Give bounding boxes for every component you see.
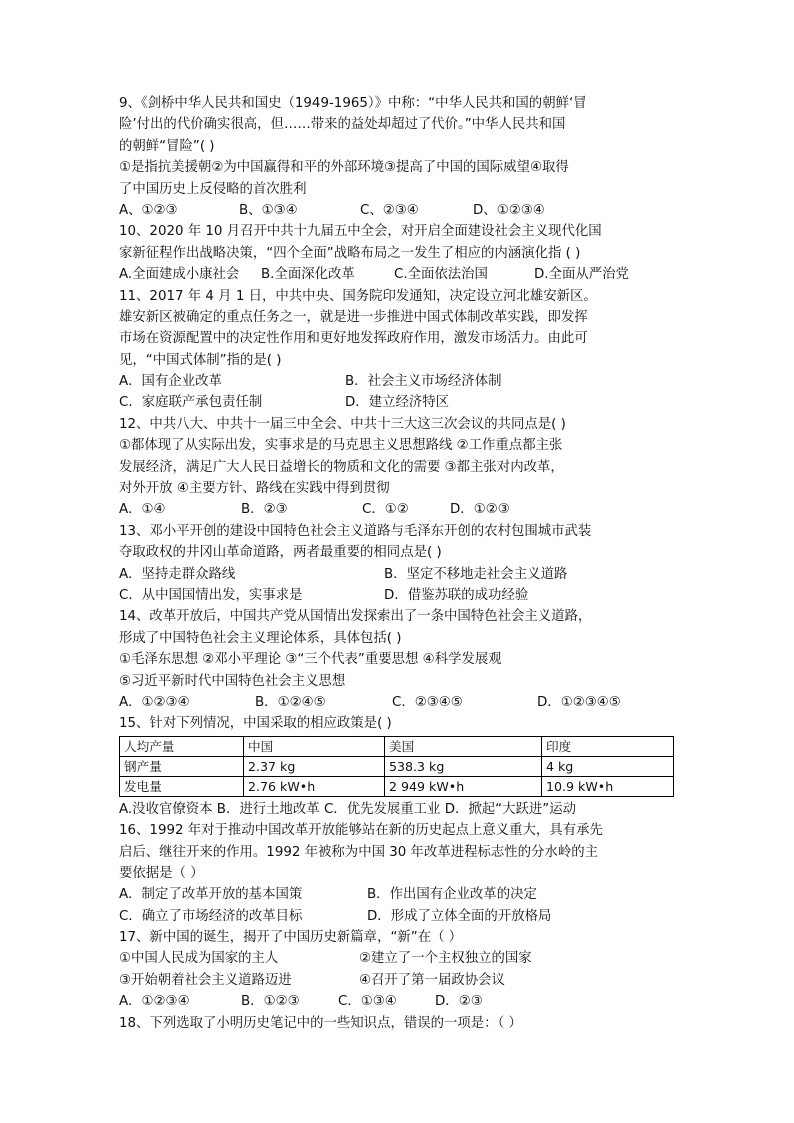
production-table bbox=[119, 736, 674, 797]
answer-options bbox=[119, 991, 674, 1012]
question-text-line: ①毛泽东思想 ②邓小平理论 ③“三个代表”重要思想 ④科学发展观 bbox=[119, 652, 502, 668]
question-text-line: 17、新中国的诞生，揭开了中国历史新篇章，“新”在（ ） bbox=[119, 930, 463, 946]
answer-options bbox=[119, 585, 674, 606]
answer-options bbox=[119, 906, 674, 927]
question-text-line: 10、2020 年 10 月召开中共十九届五中全会，对开启全面建设社会主义现代化国 bbox=[119, 224, 602, 240]
table-row bbox=[120, 756, 674, 776]
option-a: A．制定了改革开放的基本国策 bbox=[119, 887, 303, 903]
question-14 bbox=[119, 606, 674, 713]
option-b: B．社会主义市场经济体制 bbox=[345, 374, 502, 390]
table-cell: 钢产量 bbox=[120, 756, 244, 776]
option-c: C．家庭联产承包责任制 bbox=[119, 395, 263, 411]
statement-options bbox=[119, 948, 674, 969]
table-header-cell: 印度 bbox=[542, 736, 674, 756]
question-text-line: 12、中共八大、中共十一届三中全会、中共十三大这三次会议的共同点是( ) bbox=[119, 416, 566, 432]
table-cell: 2.76 kW•h bbox=[244, 776, 385, 796]
table-row bbox=[120, 776, 674, 796]
table-cell: 2.37 kg bbox=[244, 756, 385, 776]
table-header-cell: 人均产量 bbox=[120, 736, 244, 756]
answer-options bbox=[119, 392, 674, 413]
question-text-line: 15、针对下列情况，中国采取的相应政策是( ) bbox=[119, 716, 392, 732]
option-c: C、②③④ bbox=[360, 202, 419, 218]
question-17 bbox=[119, 927, 674, 1013]
option-d: D．②③ bbox=[435, 994, 483, 1010]
option-a: A.全面建成小康社会 bbox=[119, 267, 240, 283]
table-header-row bbox=[120, 736, 674, 756]
option-a: A．①④ bbox=[119, 502, 166, 518]
exam-page bbox=[119, 93, 674, 1034]
option-c: C．①② bbox=[362, 502, 409, 518]
question-text-line: 见，“中国式体制”指的是( ) bbox=[119, 352, 282, 368]
statement-3: ③开始朝着社会主义道路迈进 bbox=[119, 972, 292, 988]
question-text-line: 险’付出的代价确实很高，但……带来的益处却超过了代价。”中华人民共和国 bbox=[119, 117, 566, 133]
answer-options bbox=[119, 884, 674, 905]
option-a: A、①②③ bbox=[119, 202, 178, 218]
table-cell: 538.3 kg bbox=[385, 756, 542, 776]
option-b: B．作出国有企业改革的决定 bbox=[367, 887, 537, 903]
answer-options: A.没收官僚资本 B．进行土地改革 C．优先发展重工业 D．掀起“大跃进”运动 bbox=[119, 801, 576, 817]
answer-options bbox=[119, 564, 674, 585]
option-a: A．坚持走群众路线 bbox=[119, 566, 236, 582]
option-b: B．坚定不移地走社会主义道路 bbox=[384, 566, 568, 582]
question-10 bbox=[119, 221, 674, 285]
question-12 bbox=[119, 414, 674, 521]
table-cell: 2 949 kW•h bbox=[385, 776, 542, 796]
statement-1: ①中国人民成为国家的主人 bbox=[119, 951, 279, 967]
option-b: B、①③④ bbox=[239, 202, 298, 218]
question-text-line: 发展经济，满足广大人民日益增长的物质和文化的需要 ③都主张对内改革， bbox=[119, 459, 564, 475]
question-text-line: 14、改革开放后，中国共产党从国情出发探索出了一条中国特色社会主义道路， bbox=[119, 609, 592, 625]
option-c: C．②③④⑤ bbox=[392, 694, 463, 710]
option-b: B．②③ bbox=[241, 502, 288, 518]
question-text-line: 夺取政权的井冈山革命道路，两者最重要的相同点是( ) bbox=[119, 545, 442, 561]
question-text-line: 18、下列选取了小明历史笔记中的一些知识点，错误的一项是：（ ） bbox=[119, 1015, 522, 1031]
question-text-line: 的朝鲜“冒险”( ) bbox=[119, 138, 215, 154]
table-cell: 10.9 kW•h bbox=[542, 776, 674, 796]
question-text-line: 启后、继往开来的作用。1992 年被称为中国 30 年改革进程标志性的分水岭的主 bbox=[119, 844, 598, 860]
statement-2: ②建立了一个主权独立的国家 bbox=[359, 951, 532, 967]
question-text-line: 家新征程作出战略决策，“四个全面”战略布局之一发生了相应的内涵演化指 ( ) bbox=[119, 245, 581, 261]
question-16 bbox=[119, 820, 674, 927]
answer-options bbox=[119, 264, 674, 285]
option-d: D.全面从严治党 bbox=[534, 267, 629, 283]
option-d: D．①②③ bbox=[450, 502, 510, 518]
statement-options bbox=[119, 970, 674, 991]
question-text-line: 要依据是（ ） bbox=[119, 865, 204, 881]
option-b: B．①②④⑤ bbox=[255, 694, 326, 710]
option-a: A．国有企业改革 bbox=[119, 374, 222, 390]
table-header-cell: 美国 bbox=[385, 736, 542, 756]
option-d: D．形成了立体全面的开放格局 bbox=[367, 908, 552, 924]
question-15 bbox=[119, 713, 674, 820]
question-9 bbox=[119, 93, 674, 221]
table-cell: 发电量 bbox=[120, 776, 244, 796]
question-text-line: 13、邓小平开创的建设中国特色社会主义道路与毛泽东开创的农村包围城市武装 bbox=[119, 523, 592, 539]
option-a: A．①②③④ bbox=[119, 694, 190, 710]
answer-options bbox=[119, 692, 674, 713]
option-c: C.全面依法治国 bbox=[394, 267, 488, 283]
option-b: B．①②③ bbox=[241, 994, 300, 1010]
table-cell: 4 kg bbox=[542, 756, 674, 776]
question-11 bbox=[119, 286, 674, 414]
question-18 bbox=[119, 1013, 674, 1034]
option-c: C．确立了市场经济的改革目标 bbox=[119, 908, 303, 924]
question-text-line: 对外开放 ④主要方针、路线在实践中得到贯彻 bbox=[119, 481, 390, 497]
option-d: D．借鉴苏联的成功经验 bbox=[384, 587, 529, 603]
option-d: D．①②③④⑤ bbox=[537, 694, 621, 710]
question-text-line: ①是指抗美援朝②为中国赢得和平的外部环境③提高了中国的国际威望④取得 bbox=[119, 160, 569, 176]
question-13 bbox=[119, 521, 674, 607]
option-c: C．①③④ bbox=[338, 994, 397, 1010]
question-text-line: 16、1992 年对于推动中国改革开放能够站在新的历史起点上意义重大，具有承先 bbox=[119, 823, 603, 839]
question-text-line: ①都体现了从实际出发，实事求是的马克思主义思想路线 ②工作重点都主张 bbox=[119, 438, 563, 454]
answer-options bbox=[119, 499, 674, 520]
answer-options bbox=[119, 200, 674, 221]
answer-options bbox=[119, 371, 674, 392]
option-d: D．建立经济特区 bbox=[345, 395, 450, 411]
question-text-line: 9、《剑桥中华人民共和国史（1949-1965）》中称：“中华人民共和国的朝鲜‘冒 bbox=[119, 96, 587, 111]
option-b: B.全面深化改革 bbox=[261, 267, 355, 283]
option-a: A．①②③④ bbox=[119, 994, 190, 1010]
question-text-line: 了中国历史上反侵略的首次胜利 bbox=[119, 181, 307, 197]
question-text-line: 11、2017 年 4 月 1 日，中共中央、国务院印发通知，决定设立河北雄安新区。 bbox=[119, 288, 597, 304]
question-text-line: 雄安新区被确定的重点任务之一，就是进一步推进中国式体制改革实践，即发挥 bbox=[119, 309, 588, 325]
table-header-cell: 中国 bbox=[244, 736, 385, 756]
question-text-line: ⑤习近平新时代中国特色社会主义思想 bbox=[119, 673, 346, 689]
question-text-line: 形成了中国特色社会主义理论体系，具体包括( ) bbox=[119, 630, 402, 646]
statement-4: ④召开了第一届政协会议 bbox=[359, 972, 505, 988]
option-c: C．从中国国情出发，实事求是 bbox=[119, 587, 303, 603]
option-d: D、①②③④ bbox=[473, 202, 545, 218]
question-text-line: 市场在资源配置中的决定性作用和更好地发挥政府作用，激发市场活力。由此可 bbox=[119, 331, 588, 347]
